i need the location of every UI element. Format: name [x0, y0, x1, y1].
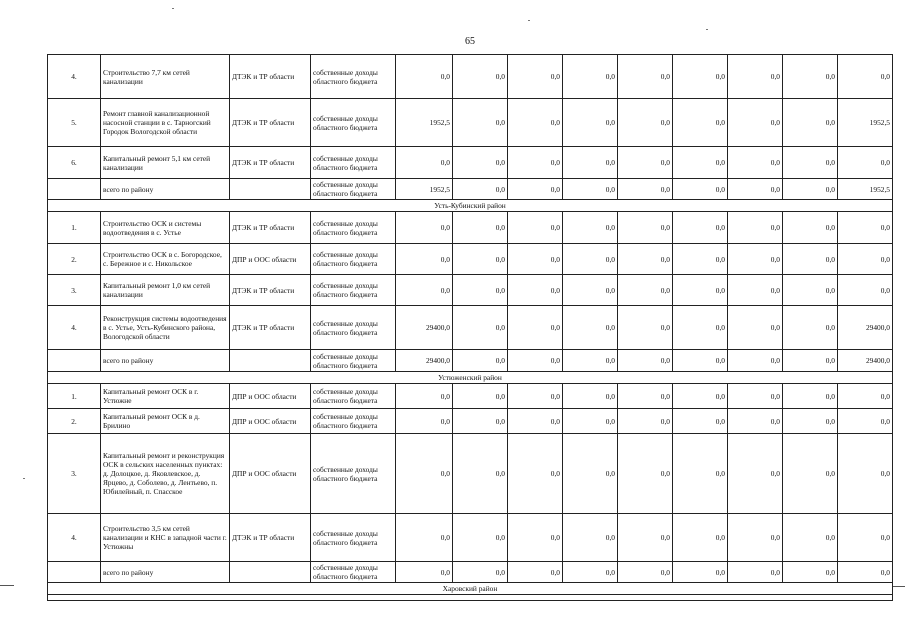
- value-cell: 0,0: [673, 409, 728, 434]
- value-cell: 0,0: [453, 99, 508, 147]
- value-cell: 0,0: [728, 244, 783, 275]
- executor: ДТЭК и ТР области: [230, 99, 311, 147]
- value-cell: 0,0: [618, 434, 673, 514]
- value-cell: 0,0: [563, 244, 618, 275]
- funding-source: собственные доходы областного бюджета: [311, 55, 396, 99]
- table-end-row: [48, 595, 893, 601]
- value-cell: 29400,0: [396, 350, 453, 372]
- value-cell: 0,0: [783, 306, 838, 350]
- value-cell: 0,0: [673, 275, 728, 306]
- value-cell: 0,0: [453, 275, 508, 306]
- district-name: Харовский район: [48, 583, 893, 595]
- table-row: [48, 514, 893, 562]
- value-cell: 0,0: [783, 434, 838, 514]
- funding-source: собственные доходы областного бюджета: [311, 244, 396, 275]
- value-cell: 0,0: [453, 409, 508, 434]
- value-cell: 0,0: [673, 306, 728, 350]
- value-cell: 0,0: [618, 514, 673, 562]
- value-cell: 1952,5: [396, 179, 453, 200]
- value-cell: 0,0: [396, 434, 453, 514]
- funding-source: собственные доходы областного бюджета: [311, 434, 396, 514]
- value-cell: 0,0: [618, 562, 673, 583]
- object-name: Капитальный ремонт ОСК в д. Брилино: [101, 409, 230, 434]
- table-end-cell: [48, 595, 893, 601]
- row-number: [48, 179, 101, 200]
- value-cell: 0,0: [508, 179, 563, 200]
- value-cell: 0,0: [673, 212, 728, 244]
- value-cell: 0,0: [563, 275, 618, 306]
- value-cell: 0,0: [838, 244, 893, 275]
- value-cell: 0,0: [783, 514, 838, 562]
- value-cell: 0,0: [783, 55, 838, 99]
- value-cell: 0,0: [838, 409, 893, 434]
- value-cell: 29400,0: [838, 306, 893, 350]
- value-cell: 0,0: [618, 306, 673, 350]
- executor: [230, 179, 311, 200]
- district-header-row: [48, 583, 893, 595]
- value-cell: 0,0: [673, 147, 728, 179]
- table-row: [48, 434, 893, 514]
- row-number: 2.: [48, 409, 101, 434]
- value-cell: 0,0: [673, 514, 728, 562]
- object-name: Строительство ОСК и системы водоотведения в с. Устье: [101, 212, 230, 244]
- value-cell: 29400,0: [396, 306, 453, 350]
- value-cell: 0,0: [563, 179, 618, 200]
- value-cell: 0,0: [783, 179, 838, 200]
- value-cell: 0,0: [508, 306, 563, 350]
- value-cell: 0,0: [508, 275, 563, 306]
- value-cell: 0,0: [673, 434, 728, 514]
- value-cell: 0,0: [838, 212, 893, 244]
- value-cell: 0,0: [508, 212, 563, 244]
- value-cell: 0,0: [508, 55, 563, 99]
- executor: ДТЭК и ТР области: [230, 147, 311, 179]
- value-cell: 0,0: [673, 350, 728, 372]
- value-cell: 0,0: [783, 99, 838, 147]
- value-cell: 0,0: [508, 514, 563, 562]
- value-cell: 0,0: [563, 55, 618, 99]
- funding-source: собственные доходы областного бюджета: [311, 350, 396, 372]
- value-cell: 1952,5: [396, 99, 453, 147]
- row-number: 5.: [48, 99, 101, 147]
- value-cell: 0,0: [396, 275, 453, 306]
- value-cell: 0,0: [728, 212, 783, 244]
- row-number: 2.: [48, 244, 101, 275]
- value-cell: 0,0: [838, 514, 893, 562]
- value-cell: 0,0: [618, 99, 673, 147]
- value-cell: 0,0: [618, 275, 673, 306]
- table-row: [48, 147, 893, 179]
- value-cell: 0,0: [563, 562, 618, 583]
- funding-source: собственные доходы областного бюджета: [311, 99, 396, 147]
- table-row: [48, 99, 893, 147]
- value-cell: 0,0: [508, 409, 563, 434]
- row-number: 4.: [48, 514, 101, 562]
- object-name: Капитальный ремонт 1,0 км сетей канализации: [101, 275, 230, 306]
- value-cell: 0,0: [453, 306, 508, 350]
- executor: ДТЭК и ТР области: [230, 514, 311, 562]
- object-name: Капитальный ремонт 5,1 км сетей канализации: [101, 147, 230, 179]
- value-cell: 0,0: [563, 409, 618, 434]
- funding-source: собственные доходы областного бюджета: [311, 275, 396, 306]
- value-cell: 0,0: [453, 55, 508, 99]
- row-number: 4.: [48, 55, 101, 99]
- scan-speck: [528, 20, 530, 21]
- table-row: [48, 409, 893, 434]
- value-cell: 0,0: [453, 514, 508, 562]
- row-number: [48, 350, 101, 372]
- value-cell: 0,0: [673, 384, 728, 409]
- value-cell: 0,0: [453, 562, 508, 583]
- row-number: 6.: [48, 147, 101, 179]
- funding-source: собственные доходы областного бюджета: [311, 384, 396, 409]
- value-cell: 0,0: [453, 350, 508, 372]
- page-number: 65: [465, 36, 475, 47]
- value-cell: 0,0: [838, 147, 893, 179]
- value-cell: 0,0: [396, 514, 453, 562]
- row-number: 3.: [48, 434, 101, 514]
- row-number: 3.: [48, 275, 101, 306]
- value-cell: 0,0: [453, 147, 508, 179]
- value-cell: 0,0: [673, 562, 728, 583]
- value-cell: 0,0: [563, 306, 618, 350]
- executor: ДТЭК и ТР области: [230, 55, 311, 99]
- value-cell: 0,0: [563, 147, 618, 179]
- table-row: [48, 384, 893, 409]
- object-name: Капитальный ремонт и реконструкция ОСК в сельских населенных пунктах: д. Долоцкое, д. Яковлевское, д. Ярцево, д. Соболево, д. Лентьево, п. Юбилейный, п. Спасское: [101, 434, 230, 514]
- object-name: всего по району: [101, 350, 230, 372]
- value-cell: 0,0: [563, 350, 618, 372]
- district-header-row: [48, 372, 893, 384]
- value-cell: 0,0: [838, 55, 893, 99]
- table-row: [48, 55, 893, 99]
- value-cell: 0,0: [618, 179, 673, 200]
- value-cell: 0,0: [728, 350, 783, 372]
- value-cell: 0,0: [728, 562, 783, 583]
- value-cell: 0,0: [838, 275, 893, 306]
- value-cell: 0,0: [618, 384, 673, 409]
- funding-source: собственные доходы областного бюджета: [311, 147, 396, 179]
- scan-speck: [23, 478, 25, 479]
- funding-source: собственные доходы областного бюджета: [311, 409, 396, 434]
- value-cell: 0,0: [396, 409, 453, 434]
- value-cell: 0,0: [783, 409, 838, 434]
- value-cell: 0,0: [396, 55, 453, 99]
- value-cell: 0,0: [563, 384, 618, 409]
- value-cell: 0,0: [783, 350, 838, 372]
- value-cell: 0,0: [673, 179, 728, 200]
- district-total-row: [48, 179, 893, 200]
- executor: ДПР и ООС области: [230, 434, 311, 514]
- budget-table: [47, 54, 893, 601]
- value-cell: 0,0: [508, 147, 563, 179]
- district-header-row: [48, 200, 893, 212]
- executor: [230, 350, 311, 372]
- table-row: [48, 275, 893, 306]
- executor: ДПР и ООС области: [230, 384, 311, 409]
- value-cell: 0,0: [783, 147, 838, 179]
- district-name: Устюженский район: [48, 372, 893, 384]
- scan-speck: [172, 8, 174, 9]
- value-cell: 0,0: [728, 55, 783, 99]
- value-cell: 0,0: [453, 434, 508, 514]
- executor: [230, 562, 311, 583]
- value-cell: 0,0: [396, 244, 453, 275]
- value-cell: 0,0: [508, 99, 563, 147]
- executor: ДТЭК и ТР области: [230, 275, 311, 306]
- row-number: [48, 562, 101, 583]
- executor: ДТЭК и ТР области: [230, 306, 311, 350]
- object-name: всего по району: [101, 562, 230, 583]
- funding-source: собственные доходы областного бюджета: [311, 514, 396, 562]
- object-name: Реконструкция системы водоотведения в с. Устье, Усть-Кубинского района, Вологодской области: [101, 306, 230, 350]
- scan-mark: [0, 585, 14, 586]
- row-number: 1.: [48, 212, 101, 244]
- value-cell: 0,0: [618, 409, 673, 434]
- funding-source: собственные доходы областного бюджета: [311, 306, 396, 350]
- object-name: Ремонт главной канализационной насосной станции в с. Тарногский Городок Вологодской области: [101, 99, 230, 147]
- value-cell: 0,0: [618, 212, 673, 244]
- value-cell: 0,0: [396, 384, 453, 409]
- value-cell: 0,0: [728, 514, 783, 562]
- value-cell: 0,0: [728, 147, 783, 179]
- value-cell: 0,0: [508, 434, 563, 514]
- value-cell: 0,0: [728, 384, 783, 409]
- value-cell: 0,0: [618, 350, 673, 372]
- value-cell: 29400,0: [838, 350, 893, 372]
- value-cell: 0,0: [838, 434, 893, 514]
- table-row: [48, 212, 893, 244]
- row-number: 4.: [48, 306, 101, 350]
- table-row: [48, 244, 893, 275]
- value-cell: 0,0: [783, 384, 838, 409]
- value-cell: 0,0: [508, 562, 563, 583]
- value-cell: 0,0: [508, 350, 563, 372]
- value-cell: 0,0: [508, 244, 563, 275]
- object-name: Строительство ОСК в с. Богородское, с. Бережное и с. Никольское: [101, 244, 230, 275]
- value-cell: 0,0: [618, 244, 673, 275]
- value-cell: 0,0: [673, 55, 728, 99]
- value-cell: 0,0: [728, 306, 783, 350]
- object-name: Строительство 3,5 км сетей канализации и КНС в западной части г. Устюжны: [101, 514, 230, 562]
- value-cell: 0,0: [783, 244, 838, 275]
- funding-source: собственные доходы областного бюджета: [311, 562, 396, 583]
- executor: ДПР и ООС области: [230, 244, 311, 275]
- executor: ДТЭК и ТР области: [230, 212, 311, 244]
- object-name: Строительство 7,7 км сетей канализации: [101, 55, 230, 99]
- value-cell: 0,0: [563, 99, 618, 147]
- value-cell: 0,0: [453, 179, 508, 200]
- value-cell: 1952,5: [838, 99, 893, 147]
- value-cell: 1952,5: [838, 179, 893, 200]
- scan-mark: [893, 586, 905, 587]
- value-cell: 0,0: [508, 384, 563, 409]
- value-cell: 0,0: [453, 384, 508, 409]
- executor: ДПР и ООС области: [230, 409, 311, 434]
- value-cell: 0,0: [396, 562, 453, 583]
- value-cell: 0,0: [453, 212, 508, 244]
- value-cell: 0,0: [453, 244, 508, 275]
- row-number: 1.: [48, 384, 101, 409]
- funding-source: собственные доходы областного бюджета: [311, 212, 396, 244]
- value-cell: 0,0: [673, 99, 728, 147]
- value-cell: 0,0: [838, 384, 893, 409]
- district-total-row: [48, 350, 893, 372]
- value-cell: 0,0: [783, 275, 838, 306]
- value-cell: 0,0: [563, 212, 618, 244]
- value-cell: 0,0: [618, 55, 673, 99]
- funding-source: собственные доходы областного бюджета: [311, 179, 396, 200]
- value-cell: 0,0: [563, 434, 618, 514]
- object-name: Капитальный ремонт ОСК в г. Устюжне: [101, 384, 230, 409]
- value-cell: 0,0: [563, 514, 618, 562]
- table-row: [48, 306, 893, 350]
- value-cell: 0,0: [728, 275, 783, 306]
- object-name: всего по району: [101, 179, 230, 200]
- value-cell: 0,0: [783, 562, 838, 583]
- value-cell: 0,0: [728, 409, 783, 434]
- scan-speck: [706, 29, 708, 30]
- value-cell: 0,0: [396, 212, 453, 244]
- value-cell: 0,0: [838, 562, 893, 583]
- value-cell: 0,0: [783, 212, 838, 244]
- district-total-row: [48, 562, 893, 583]
- value-cell: 0,0: [728, 434, 783, 514]
- value-cell: 0,0: [728, 99, 783, 147]
- value-cell: 0,0: [618, 147, 673, 179]
- value-cell: 0,0: [396, 147, 453, 179]
- value-cell: 0,0: [728, 179, 783, 200]
- value-cell: 0,0: [673, 244, 728, 275]
- district-name: Усть-Кубинский район: [48, 200, 893, 212]
